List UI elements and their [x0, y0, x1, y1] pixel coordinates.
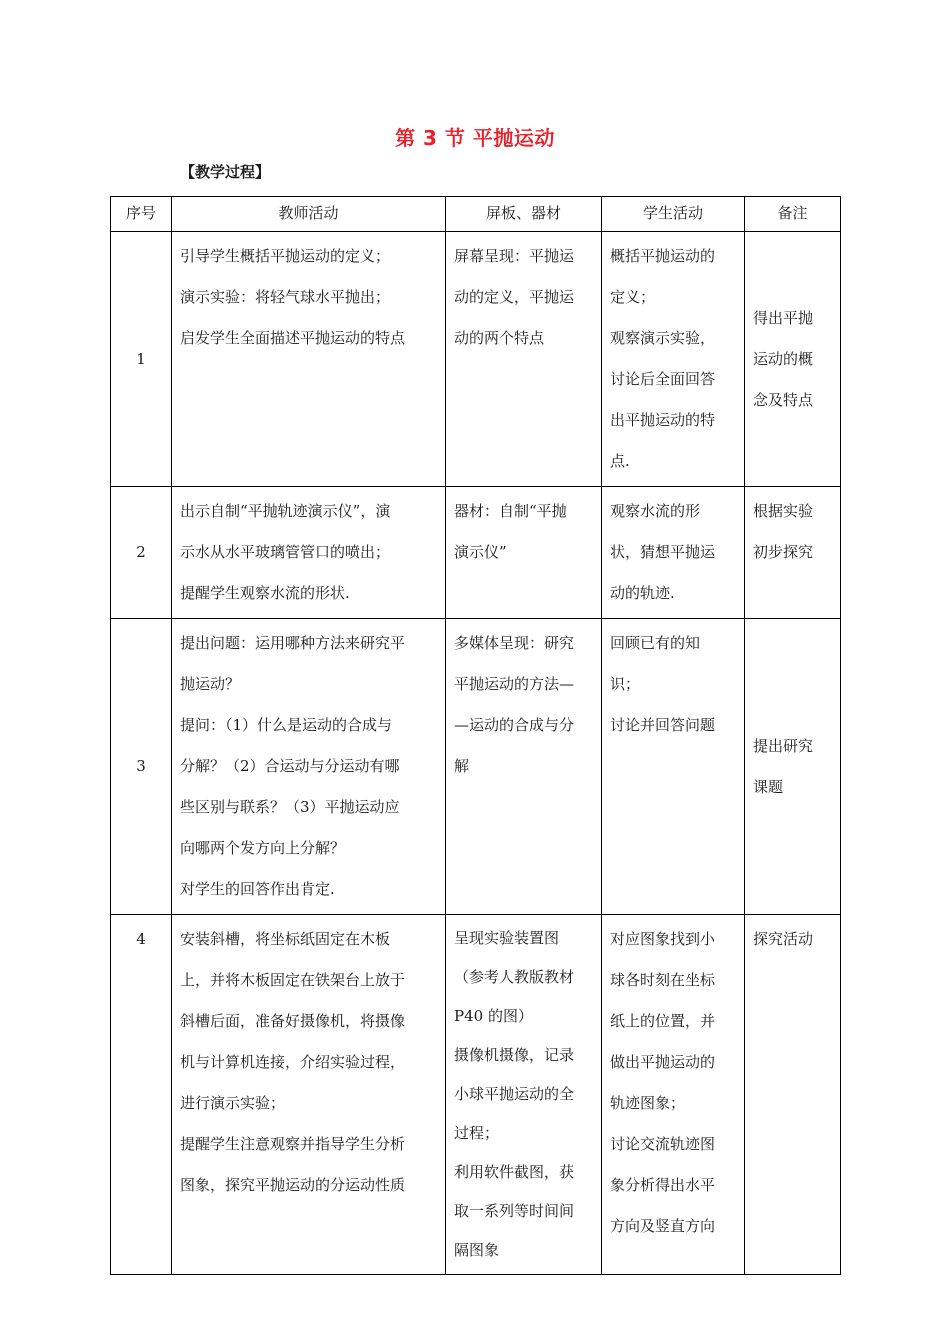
header-student: 学生活动: [602, 197, 745, 232]
page-title: 第 3 节 平抛运动: [395, 126, 555, 150]
section-heading: 【教学过程】: [180, 163, 271, 181]
student-activity: 观察水流的形 状，猜想平抛运 动的轨迹.: [602, 487, 745, 619]
table-row: [111, 232, 841, 487]
table-header-row: [111, 197, 841, 232]
student-activity: 回顾已有的知 识； 讨论并回答问题: [602, 619, 745, 915]
header-materials: 屏板、器材: [446, 197, 602, 232]
header-note: 备注: [745, 197, 841, 232]
materials: 器材：自制“平抛 演示仪”: [446, 487, 602, 619]
remark: 得出平抛 运动的概 念及特点: [745, 232, 841, 487]
table-row: [111, 487, 841, 619]
teacher-activity: 引导学生概括平抛运动的定义； 演示实验：将轻气球水平抛出； 启发学生全面描述平抛运动的特点: [172, 232, 446, 487]
teacher-activity: 安装斜槽，将坐标纸固定在木板 上，并将木板固定在铁架台上放于 斜槽后面，准备好摄像机，将摄像 机与计算机连接，介绍实验过程， 进行演示实验； 提醒学生注意观察并指导学生分析 图象，探究平抛运动的分运动性质: [172, 915, 446, 1275]
student-activity: 对应图象找到小 球各时刻在坐标 纸上的位置，并 做出平抛运动的 轨迹图象； 讨论交流轨迹图 象分析得出水平 方向及竖直方向: [602, 915, 745, 1275]
teaching-process-table: [110, 196, 841, 1275]
table-row: [111, 619, 841, 915]
teacher-activity: 提出问题：运用哪种方法来研究平 抛运动？ 提问：（1）什么是运动的合成与 分解？（2）合运动与分运动有哪 些区别与联系？（3）平抛运动应 向哪两个发方向上分解？ 对学生的回答作出肯定.: [172, 619, 446, 915]
remark: 根据实验 初步探究: [745, 487, 841, 619]
row-number: 2: [111, 487, 172, 619]
student-activity: 概括平抛运动的 定义； 观察演示实验， 讨论后全面回答 出平抛运动的特 点.: [602, 232, 745, 487]
row-number: 4: [111, 915, 172, 1275]
materials: 多媒体呈现：研究 平抛运动的方法— —运动的合成与分 解: [446, 619, 602, 915]
row-number: 1: [111, 232, 172, 487]
teacher-activity: 出示自制“平抛轨迹演示仪”，演 示水从水平玻璃管管口的喷出； 提醒学生观察水流的形状.: [172, 487, 446, 619]
remark: 探究活动: [745, 915, 841, 1275]
materials: 呈现实验装置图 （参考人教版教材 P40 的图） 摄像机摄像，记录 小球平抛运动的全 过程； 利用软件截图，获 取一系列等时间间 隔图象: [446, 915, 602, 1275]
materials: 屏幕呈现：平抛运 动的定义，平抛运 动的两个特点: [446, 232, 602, 487]
header-teacher: 教师活动: [172, 197, 446, 232]
row-number: 3: [111, 619, 172, 915]
remark: 提出研究 课题: [745, 619, 841, 915]
table-row: [111, 915, 841, 1275]
header-no: 序号: [111, 197, 172, 232]
